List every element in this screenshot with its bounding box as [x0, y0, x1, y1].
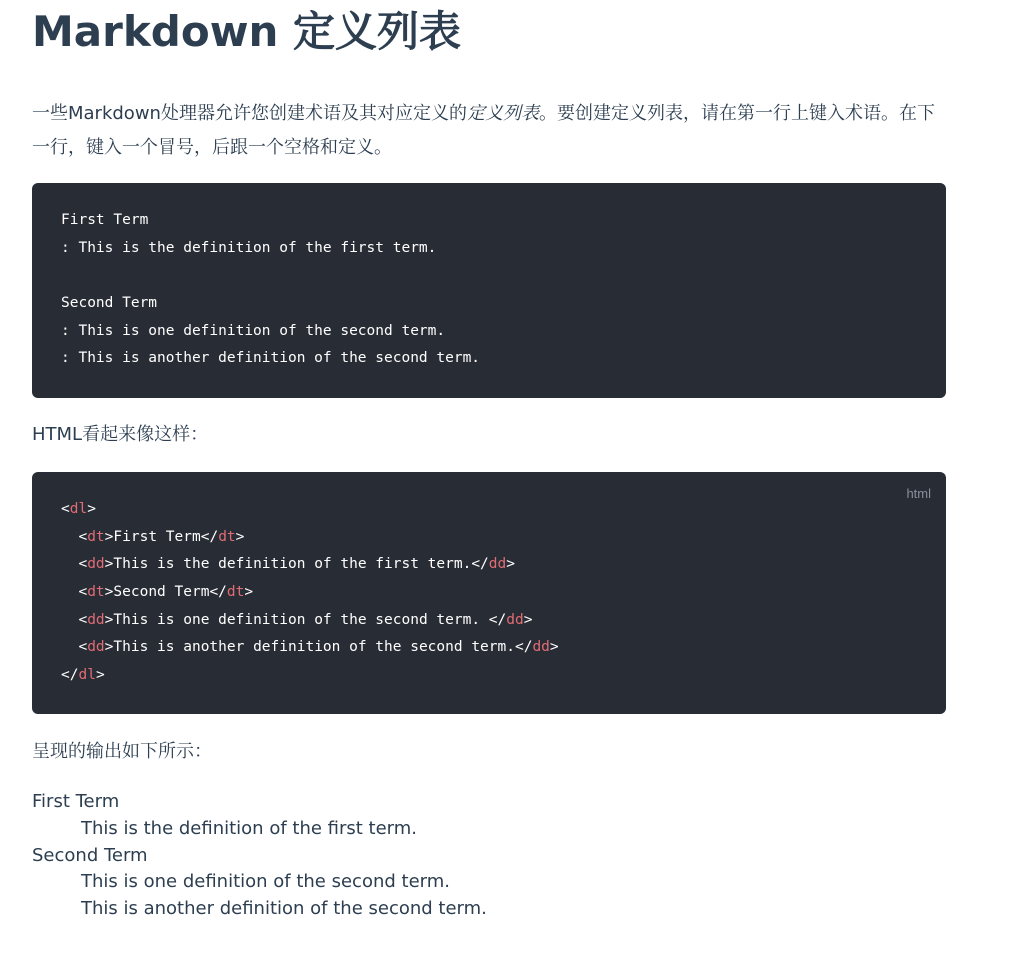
definition-term: First Term [32, 791, 120, 812]
markdown-code-block [32, 183, 946, 398]
code-line: : This is another definition of the second term. [61, 350, 481, 367]
code-line: Second Term [61, 295, 158, 312]
code-line: <dd>This is one definition of the second term. </dd> [78, 611, 533, 628]
definition-term: Second Term [32, 844, 148, 866]
markdown-code [32, 183, 946, 373]
code-line: </dl> [61, 667, 105, 684]
code-line: First Term [61, 212, 149, 228]
intro-emphasis: 定义列表 [466, 103, 539, 124]
page-title: Markdown 定义列表 [32, 7, 462, 56]
intro-paragraph [32, 97, 946, 165]
intro-text-2: 。要创建定义列表，请在第一行上键入术语。在下一行，键入一个冒号，后跟一个空格和定义。 [32, 103, 935, 158]
definition-description: This is another definition of the second term. [81, 898, 487, 920]
code-line: <dt>Second Term</dt> [78, 584, 254, 601]
code-line: <dt>First Term</dt> [78, 528, 245, 545]
intro-text-1: 一些Markdown处理器允许您创建术语及其对应定义的 [32, 103, 467, 124]
code-line: : This is one definition of the second term. [61, 322, 446, 339]
html-code-block [32, 472, 946, 714]
definition-description: This is the definition of the first term. [81, 817, 418, 839]
code-line: : This is the definition of the first term. [61, 239, 437, 256]
code-line [61, 262, 946, 290]
code-line: <dd>This is the definition of the first term.</dd> [78, 556, 515, 573]
code-language-label: html [906, 486, 931, 501]
rendered-definition-list [32, 789, 487, 923]
definition-description: This is one definition of the second term. [81, 871, 450, 893]
code-line: <dl> [61, 501, 96, 517]
code-line: <dd>This is another definition of the second term.</dd> [78, 639, 559, 656]
html-intro: HTML看起来像这样： [32, 424, 209, 445]
output-intro: 呈现的输出如下所示： [32, 741, 212, 762]
html-code [32, 472, 946, 690]
